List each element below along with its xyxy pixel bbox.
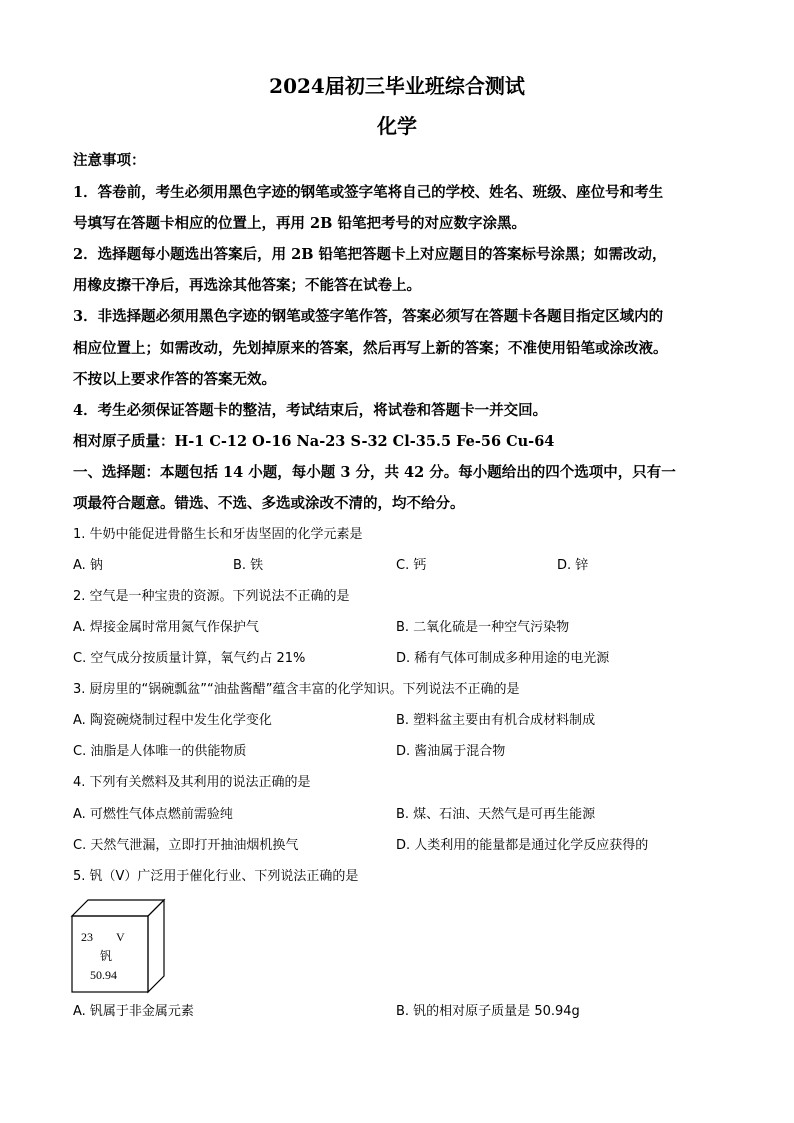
option-b: B. 塑料盆主要由有机合成材料制成 xyxy=(396,713,596,728)
option-d: D. 锌 xyxy=(557,558,589,573)
notice-line: 2．选择题每小题选出答案后，用 2B 铅笔把答题卡上对应题目的答案标号涂黑；如需改动， xyxy=(73,246,667,263)
atomic-mass-line: 相对原子质量：H-1 C-12 O-16 Na-23 S-32 Cl-35.5 Fe-56 Cu-64 xyxy=(73,433,555,450)
question-stem: 2. 空气是一种宝贵的资源。下列说法不正确的是 xyxy=(73,589,350,604)
option-a: A. 焊接金属时常用氮气作保护气 xyxy=(73,620,259,635)
option-a: A. 钒属于非金属元素 xyxy=(73,1004,194,1019)
option-c: C. 钙 xyxy=(396,558,427,573)
element-name: 钒 xyxy=(100,949,113,963)
exam-title: 2024届初三毕业班综合测试 xyxy=(269,74,525,98)
atomic-number: 23 xyxy=(81,930,93,944)
option-b: B. 钒的相对原子质量是 50.94g xyxy=(396,1004,580,1019)
option-c: C. 油脂是人体唯一的供能物质 xyxy=(73,744,247,759)
option-d: D. 稀有气体可制成多种用途的电光源 xyxy=(396,651,610,666)
element-cube-outline xyxy=(70,898,166,994)
option-b: B. 煤、石油、天然气是可再生能源 xyxy=(396,807,596,822)
option-d: D. 人类利用的能量都是通过化学反应获得的 xyxy=(396,838,649,853)
element-symbol: V xyxy=(116,930,125,944)
question-stem: 3. 厨房里的“锅碗瓢盆”“油盐酱醋”蕴含丰富的化学知识。下列说法不正确的是 xyxy=(73,682,520,697)
atomic-mass: 50.94 xyxy=(90,968,117,982)
question-stem: 1. 牛奶中能促进骨骼生长和牙齿坚固的化学元素是 xyxy=(73,527,363,542)
notice-line: 号填写在答题卡相应的位置上，再用 2B 铅笔把考号的对应数字涂黑。 xyxy=(73,215,526,232)
notice-line: 4．考生必须保证答题卡的整洁，考试结束后，将试卷和答题卡一并交回。 xyxy=(73,402,548,419)
option-a: A. 陶瓷碗烧制过程中发生化学变化 xyxy=(73,713,272,728)
section-heading: 一、选择题：本题包括 14 小题，每小题 3 分，共 42 分。每小题给出的四个选项中，只有一 xyxy=(73,464,676,481)
notice-line: 不按以上要求作答的答案无效。 xyxy=(73,371,276,388)
option-c: C. 空气成分按质量计算，氧气约占 21% xyxy=(73,651,306,666)
option-c: C. 天然气泄漏，立即打开抽油烟机换气 xyxy=(73,838,299,853)
notice-heading: 注意事项： xyxy=(73,152,146,169)
option-d: D. 酱油属于混合物 xyxy=(396,744,506,759)
option-b: B. 铁 xyxy=(233,558,264,573)
option-b: B. 二氧化硫是一种空气污染物 xyxy=(396,620,570,635)
subject-title: 化学 xyxy=(377,114,417,138)
notice-line: 相应位置上；如需改动，先划掉原来的答案，然后再写上新的答案；不准使用铅笔或涂改液。 xyxy=(73,340,668,357)
option-a: A. 可燃性气体点燃前需验纯 xyxy=(73,807,233,822)
section-heading-cont: 项最符合题意。错选、不选、多选或涂改不清的，均不给分。 xyxy=(73,495,465,512)
question-stem: 4. 下列有关燃料及其利用的说法正确的是 xyxy=(73,775,311,790)
question-stem: 5. 钒（V）广泛用于催化行业、下列说法正确的是 xyxy=(73,869,359,884)
notice-line: 3．非选择题必须用黑色字迹的钢笔或签字笔作答，答案必须写在答题卡各题目指定区域内的 xyxy=(73,308,664,325)
notice-line: 用橡皮擦干净后，再选涂其他答案；不能答在试卷上。 xyxy=(73,277,421,294)
option-a: A. 钠 xyxy=(73,558,103,573)
element-cell-figure xyxy=(70,898,166,994)
notice-line: 1．答卷前，考生必须用黑色字迹的钢笔或签字笔将自己的学校、姓名、班级、座位号和考生 xyxy=(73,184,664,201)
